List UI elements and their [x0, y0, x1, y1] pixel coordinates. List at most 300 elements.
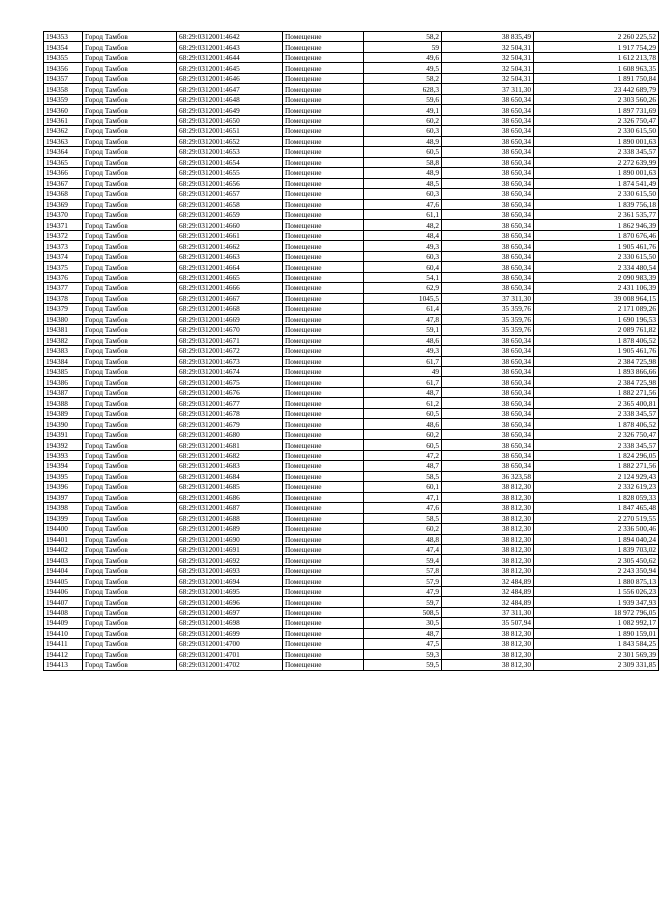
cadastral-number-cell: 68:29:0312001:4645 — [177, 63, 283, 73]
cadastral-number-cell: 68:29:0312001:4661 — [177, 230, 283, 240]
object-type-cell: Помещение — [283, 126, 364, 136]
specific-value-cell: 38 835,49 — [442, 32, 534, 42]
object-type-cell: Помещение — [283, 565, 364, 575]
specific-value-cell: 38 650,34 — [442, 189, 534, 199]
area-cell: 47,5 — [364, 639, 442, 649]
locality-cell: Город Тамбов — [83, 346, 177, 356]
locality-cell: Город Тамбов — [83, 398, 177, 408]
cadastral-value-cell: 1 882 271,56 — [534, 387, 659, 397]
object-type-cell: Помещение — [283, 586, 364, 596]
locality-cell: Город Тамбов — [83, 387, 177, 397]
cadastral-value-cell: 1 878 406,52 — [534, 335, 659, 345]
locality-cell: Город Тамбов — [83, 544, 177, 554]
object-type-cell: Помещение — [283, 387, 364, 397]
locality-cell: Город Тамбов — [83, 576, 177, 586]
cadastral-number-cell: 68:29:0312001:4676 — [177, 387, 283, 397]
area-cell: 48,7 — [364, 628, 442, 638]
locality-cell: Город Тамбов — [83, 283, 177, 293]
object-type-cell: Помещение — [283, 398, 364, 408]
row-number-cell: 194409 — [44, 618, 83, 628]
cadastral-number-cell: 68:29:0312001:4656 — [177, 178, 283, 188]
area-cell: 47,2 — [364, 450, 442, 460]
cadastral-value-cell: 1 917 754,29 — [534, 42, 659, 52]
cadastral-number-cell: 68:29:0312001:4680 — [177, 429, 283, 439]
cadastral-number-cell: 68:29:0312001:4679 — [177, 419, 283, 429]
cadastral-number-cell: 68:29:0312001:4688 — [177, 513, 283, 523]
cadastral-value-cell: 1 828 059,33 — [534, 492, 659, 502]
table-row — [44, 607, 659, 617]
area-cell: 60,4 — [364, 262, 442, 272]
cadastral-number-cell: 68:29:0312001:4694 — [177, 576, 283, 586]
row-number-cell: 194379 — [44, 304, 83, 314]
cadastral-value-cell: 1 890 001,63 — [534, 168, 659, 178]
object-type-cell: Помещение — [283, 168, 364, 178]
table-row — [44, 565, 659, 575]
table-row — [44, 314, 659, 324]
row-number-cell: 194373 — [44, 241, 83, 251]
object-type-cell: Помещение — [283, 576, 364, 586]
cadastral-value-cell: 1 824 296,05 — [534, 450, 659, 460]
area-cell: 60,5 — [364, 147, 442, 157]
cadastral-number-cell: 68:29:0312001:4690 — [177, 534, 283, 544]
area-cell: 61,4 — [364, 304, 442, 314]
object-type-cell: Помещение — [283, 513, 364, 523]
locality-cell: Город Тамбов — [83, 367, 177, 377]
cadastral-number-cell: 68:29:0312001:4670 — [177, 325, 283, 335]
area-cell: 48,8 — [364, 534, 442, 544]
table-row — [44, 178, 659, 188]
area-cell: 54,1 — [364, 272, 442, 282]
row-number-cell: 194377 — [44, 283, 83, 293]
row-number-cell: 194366 — [44, 168, 83, 178]
locality-cell: Город Тамбов — [83, 325, 177, 335]
cadastral-value-cell: 1 891 750,84 — [534, 73, 659, 83]
specific-value-cell: 38 650,34 — [442, 398, 534, 408]
specific-value-cell: 36 323,58 — [442, 471, 534, 481]
cadastral-value-cell: 2 338 345,57 — [534, 440, 659, 450]
table-row — [44, 189, 659, 199]
locality-cell: Город Тамбов — [83, 220, 177, 230]
row-number-cell: 194386 — [44, 377, 83, 387]
object-type-cell: Помещение — [283, 157, 364, 167]
specific-value-cell: 37 311,30 — [442, 293, 534, 303]
table-row — [44, 450, 659, 460]
area-cell: 59,1 — [364, 325, 442, 335]
cadastral-value-table — [43, 31, 659, 671]
cadastral-number-cell: 68:29:0312001:4666 — [177, 283, 283, 293]
area-cell: 49,6 — [364, 52, 442, 62]
object-type-cell: Помещение — [283, 230, 364, 240]
area-cell: 48,2 — [364, 220, 442, 230]
specific-value-cell: 38 812,30 — [442, 482, 534, 492]
cadastral-number-cell: 68:29:0312001:4657 — [177, 189, 283, 199]
specific-value-cell: 38 650,34 — [442, 115, 534, 125]
row-number-cell: 194382 — [44, 335, 83, 345]
row-number-cell: 194390 — [44, 419, 83, 429]
object-type-cell: Помещение — [283, 471, 364, 481]
object-type-cell: Помещение — [283, 503, 364, 513]
cadastral-number-cell: 68:29:0312001:4674 — [177, 367, 283, 377]
locality-cell: Город Тамбов — [83, 304, 177, 314]
row-number-cell: 194358 — [44, 84, 83, 94]
row-number-cell: 194368 — [44, 189, 83, 199]
cadastral-value-cell: 2 326 750,47 — [534, 115, 659, 125]
cadastral-value-cell: 2 330 615,50 — [534, 126, 659, 136]
locality-cell: Город Тамбов — [83, 555, 177, 565]
object-type-cell: Помещение — [283, 408, 364, 418]
row-number-cell: 194354 — [44, 42, 83, 52]
locality-cell: Город Тамбов — [83, 429, 177, 439]
row-number-cell: 194401 — [44, 534, 83, 544]
specific-value-cell: 38 650,34 — [442, 346, 534, 356]
object-type-cell: Помещение — [283, 115, 364, 125]
object-type-cell: Помещение — [283, 335, 364, 345]
table-row — [44, 513, 659, 523]
area-cell: 60,2 — [364, 429, 442, 439]
object-type-cell: Помещение — [283, 628, 364, 638]
cadastral-value-cell: 2 330 615,50 — [534, 251, 659, 261]
table-row — [44, 544, 659, 554]
row-number-cell: 194380 — [44, 314, 83, 324]
cadastral-number-cell: 68:29:0312001:4683 — [177, 461, 283, 471]
cadastral-number-cell: 68:29:0312001:4647 — [177, 84, 283, 94]
specific-value-cell: 38 650,34 — [442, 251, 534, 261]
table-row — [44, 126, 659, 136]
row-number-cell: 194391 — [44, 429, 83, 439]
cadastral-value-cell: 1 843 584,25 — [534, 639, 659, 649]
cadastral-value-cell: 2 171 089,26 — [534, 304, 659, 314]
area-cell: 48,7 — [364, 387, 442, 397]
locality-cell: Город Тамбов — [83, 189, 177, 199]
area-cell: 47,8 — [364, 314, 442, 324]
area-cell: 57,8 — [364, 565, 442, 575]
object-type-cell: Помещение — [283, 314, 364, 324]
object-type-cell: Помещение — [283, 429, 364, 439]
locality-cell: Город Тамбов — [83, 408, 177, 418]
cadastral-value-cell: 1 690 196,53 — [534, 314, 659, 324]
cadastral-number-cell: 68:29:0312001:4699 — [177, 628, 283, 638]
locality-cell: Город Тамбов — [83, 157, 177, 167]
cadastral-number-cell: 68:29:0312001:4684 — [177, 471, 283, 481]
cadastral-value-cell: 2 431 106,39 — [534, 283, 659, 293]
area-cell: 48,9 — [364, 136, 442, 146]
area-cell: 60,5 — [364, 440, 442, 450]
row-number-cell: 194387 — [44, 387, 83, 397]
table-row — [44, 42, 659, 52]
object-type-cell: Помещение — [283, 209, 364, 219]
specific-value-cell: 38 812,30 — [442, 649, 534, 659]
cadastral-value-cell: 2 309 331,85 — [534, 660, 659, 670]
cadastral-number-cell: 68:29:0312001:4650 — [177, 115, 283, 125]
specific-value-cell: 38 650,34 — [442, 450, 534, 460]
area-cell: 47,4 — [364, 544, 442, 554]
row-number-cell: 194403 — [44, 555, 83, 565]
specific-value-cell: 38 650,34 — [442, 178, 534, 188]
object-type-cell: Помещение — [283, 649, 364, 659]
area-cell: 48,4 — [364, 230, 442, 240]
specific-value-cell: 38 650,34 — [442, 429, 534, 439]
locality-cell: Город Тамбов — [83, 251, 177, 261]
row-number-cell: 194362 — [44, 126, 83, 136]
row-number-cell: 194394 — [44, 461, 83, 471]
locality-cell: Город Тамбов — [83, 314, 177, 324]
row-number-cell: 194381 — [44, 325, 83, 335]
cadastral-number-cell: 68:29:0312001:4655 — [177, 168, 283, 178]
area-cell: 48,7 — [364, 461, 442, 471]
object-type-cell: Помещение — [283, 105, 364, 115]
locality-cell: Город Тамбов — [83, 586, 177, 596]
locality-cell: Город Тамбов — [83, 492, 177, 502]
row-number-cell: 194402 — [44, 544, 83, 554]
row-number-cell: 194361 — [44, 115, 83, 125]
locality-cell: Город Тамбов — [83, 73, 177, 83]
cadastral-number-cell: 68:29:0312001:4689 — [177, 524, 283, 534]
row-number-cell: 194365 — [44, 157, 83, 167]
object-type-cell: Помещение — [283, 534, 364, 544]
cadastral-value-cell: 1 905 461,76 — [534, 346, 659, 356]
cadastral-number-cell: 68:29:0312001:4660 — [177, 220, 283, 230]
locality-cell: Город Тамбов — [83, 42, 177, 52]
cadastral-number-cell: 68:29:0312001:4692 — [177, 555, 283, 565]
object-type-cell: Помещение — [283, 52, 364, 62]
cadastral-number-cell: 68:29:0312001:4696 — [177, 597, 283, 607]
row-number-cell: 194393 — [44, 450, 83, 460]
cadastral-number-cell: 68:29:0312001:4642 — [177, 32, 283, 42]
table-row — [44, 283, 659, 293]
cadastral-number-cell: 68:29:0312001:4697 — [177, 607, 283, 617]
cadastral-value-cell: 1 862 946,39 — [534, 220, 659, 230]
locality-cell: Город Тамбов — [83, 607, 177, 617]
row-number-cell: 194371 — [44, 220, 83, 230]
area-cell: 48,9 — [364, 168, 442, 178]
object-type-cell: Помещение — [283, 241, 364, 251]
table-row — [44, 639, 659, 649]
row-number-cell: 194369 — [44, 199, 83, 209]
object-type-cell: Помещение — [283, 419, 364, 429]
locality-cell: Город Тамбов — [83, 377, 177, 387]
specific-value-cell: 32 484,89 — [442, 586, 534, 596]
table-row — [44, 84, 659, 94]
object-type-cell: Помещение — [283, 147, 364, 157]
area-cell: 61,1 — [364, 209, 442, 219]
cadastral-value-cell: 1 890 159,01 — [534, 628, 659, 638]
specific-value-cell: 38 650,34 — [442, 283, 534, 293]
row-number-cell: 194375 — [44, 262, 83, 272]
locality-cell: Город Тамбов — [83, 147, 177, 157]
area-cell: 47,6 — [364, 199, 442, 209]
row-number-cell: 194367 — [44, 178, 83, 188]
specific-value-cell: 38 650,34 — [442, 199, 534, 209]
object-type-cell: Помещение — [283, 32, 364, 42]
cadastral-value-cell: 2 365 400,81 — [534, 398, 659, 408]
specific-value-cell: 35 359,76 — [442, 304, 534, 314]
area-cell: 47,6 — [364, 503, 442, 513]
cadastral-number-cell: 68:29:0312001:4643 — [177, 42, 283, 52]
row-number-cell: 194378 — [44, 293, 83, 303]
table-row — [44, 618, 659, 628]
object-type-cell: Помещение — [283, 618, 364, 628]
cadastral-number-cell: 68:29:0312001:4671 — [177, 335, 283, 345]
specific-value-cell: 38 650,34 — [442, 147, 534, 157]
row-number-cell: 194355 — [44, 52, 83, 62]
area-cell: 49,3 — [364, 346, 442, 356]
specific-value-cell: 38 812,30 — [442, 534, 534, 544]
table-row — [44, 586, 659, 596]
area-cell: 58,2 — [364, 32, 442, 42]
area-cell: 60,3 — [364, 251, 442, 261]
cadastral-value-cell: 2 384 725,98 — [534, 377, 659, 387]
table-row — [44, 262, 659, 272]
area-cell: 628,3 — [364, 84, 442, 94]
object-type-cell: Помещение — [283, 220, 364, 230]
table-row — [44, 293, 659, 303]
cadastral-number-cell: 68:29:0312001:4665 — [177, 272, 283, 282]
row-number-cell: 194408 — [44, 607, 83, 617]
table-row — [44, 482, 659, 492]
table-row — [44, 230, 659, 240]
area-cell: 61,2 — [364, 398, 442, 408]
table-row — [44, 461, 659, 471]
area-cell: 59,4 — [364, 555, 442, 565]
area-cell: 48,6 — [364, 335, 442, 345]
cadastral-value-cell: 2 334 480,54 — [534, 262, 659, 272]
locality-cell: Город Тамбов — [83, 513, 177, 523]
area-cell: 60,5 — [364, 408, 442, 418]
specific-value-cell: 38 812,30 — [442, 524, 534, 534]
locality-cell: Город Тамбов — [83, 230, 177, 240]
object-type-cell: Помещение — [283, 84, 364, 94]
specific-value-cell: 38 650,34 — [442, 387, 534, 397]
cadastral-value-cell: 2 384 725,98 — [534, 356, 659, 366]
object-type-cell: Помещение — [283, 597, 364, 607]
object-type-cell: Помещение — [283, 524, 364, 534]
specific-value-cell: 38 650,34 — [442, 209, 534, 219]
cadastral-value-cell: 1 890 001,63 — [534, 136, 659, 146]
specific-value-cell: 38 812,30 — [442, 565, 534, 575]
table-row — [44, 136, 659, 146]
row-number-cell: 194397 — [44, 492, 83, 502]
cadastral-value-cell: 1 882 271,56 — [534, 461, 659, 471]
row-number-cell: 194410 — [44, 628, 83, 638]
cadastral-value-cell: 2 301 569,39 — [534, 649, 659, 659]
object-type-cell: Помещение — [283, 199, 364, 209]
cadastral-number-cell: 68:29:0312001:4663 — [177, 251, 283, 261]
specific-value-cell: 38 650,34 — [442, 440, 534, 450]
table-row — [44, 408, 659, 418]
cadastral-number-cell: 68:29:0312001:4668 — [177, 304, 283, 314]
locality-cell: Город Тамбов — [83, 293, 177, 303]
cadastral-value-cell: 1 893 866,66 — [534, 367, 659, 377]
cadastral-value-cell: 2 260 225,52 — [534, 32, 659, 42]
locality-cell: Город Тамбов — [83, 136, 177, 146]
specific-value-cell: 38 650,34 — [442, 367, 534, 377]
locality-cell: Город Тамбов — [83, 272, 177, 282]
area-cell: 58,2 — [364, 73, 442, 83]
specific-value-cell: 32 504,31 — [442, 73, 534, 83]
row-number-cell: 194364 — [44, 147, 83, 157]
locality-cell: Город Тамбов — [83, 440, 177, 450]
locality-cell: Город Тамбов — [83, 105, 177, 115]
cadastral-value-cell: 2 330 615,50 — [534, 189, 659, 199]
locality-cell: Город Тамбов — [83, 482, 177, 492]
row-number-cell: 194370 — [44, 209, 83, 219]
table-row — [44, 241, 659, 251]
specific-value-cell: 38 650,34 — [442, 262, 534, 272]
cadastral-value-cell: 2 243 350,94 — [534, 565, 659, 575]
locality-cell: Город Тамбов — [83, 356, 177, 366]
cadastral-value-cell: 2 361 535,77 — [534, 209, 659, 219]
row-number-cell: 194357 — [44, 73, 83, 83]
cadastral-number-cell: 68:29:0312001:4651 — [177, 126, 283, 136]
table-body — [44, 32, 659, 671]
locality-cell: Город Тамбов — [83, 335, 177, 345]
object-type-cell: Помещение — [283, 178, 364, 188]
specific-value-cell: 38 812,30 — [442, 492, 534, 502]
table-row — [44, 356, 659, 366]
locality-cell: Город Тамбов — [83, 52, 177, 62]
cadastral-number-cell: 68:29:0312001:4673 — [177, 356, 283, 366]
specific-value-cell: 35 359,76 — [442, 325, 534, 335]
cadastral-value-cell: 1 874 541,49 — [534, 178, 659, 188]
specific-value-cell: 32 484,89 — [442, 597, 534, 607]
table-row — [44, 32, 659, 42]
object-type-cell: Помещение — [283, 73, 364, 83]
area-cell: 47,9 — [364, 586, 442, 596]
locality-cell: Город Тамбов — [83, 639, 177, 649]
specific-value-cell: 38 812,30 — [442, 660, 534, 670]
object-type-cell: Помещение — [283, 272, 364, 282]
locality-cell: Город Тамбов — [83, 649, 177, 659]
specific-value-cell: 38 650,34 — [442, 157, 534, 167]
row-number-cell: 194389 — [44, 408, 83, 418]
cadastral-number-cell: 68:29:0312001:4652 — [177, 136, 283, 146]
cadastral-number-cell: 68:29:0312001:4667 — [177, 293, 283, 303]
cadastral-value-cell: 1 839 703,02 — [534, 544, 659, 554]
area-cell: 47,1 — [364, 492, 442, 502]
cadastral-number-cell: 68:29:0312001:4685 — [177, 482, 283, 492]
cadastral-number-cell: 68:29:0312001:4662 — [177, 241, 283, 251]
cadastral-value-cell: 2 089 761,82 — [534, 325, 659, 335]
cadastral-value-cell: 1 082 992,17 — [534, 618, 659, 628]
area-cell: 62,9 — [364, 283, 442, 293]
object-type-cell: Помещение — [283, 136, 364, 146]
specific-value-cell: 38 812,30 — [442, 544, 534, 554]
row-number-cell: 194385 — [44, 367, 83, 377]
cadastral-value-cell: 1 939 347,93 — [534, 597, 659, 607]
object-type-cell: Помещение — [283, 283, 364, 293]
specific-value-cell: 38 650,34 — [442, 408, 534, 418]
locality-cell: Город Тамбов — [83, 450, 177, 460]
cadastral-number-cell: 68:29:0312001:4686 — [177, 492, 283, 502]
table-row — [44, 73, 659, 83]
specific-value-cell: 37 311,30 — [442, 84, 534, 94]
cadastral-number-cell: 68:29:0312001:4698 — [177, 618, 283, 628]
cadastral-number-cell: 68:29:0312001:4700 — [177, 639, 283, 649]
row-number-cell: 194360 — [44, 105, 83, 115]
row-number-cell: 194388 — [44, 398, 83, 408]
row-number-cell: 194407 — [44, 597, 83, 607]
cadastral-number-cell: 68:29:0312001:4648 — [177, 94, 283, 104]
locality-cell: Город Тамбов — [83, 32, 177, 42]
area-cell: 60,3 — [364, 189, 442, 199]
cadastral-value-cell: 2 332 619,23 — [534, 482, 659, 492]
area-cell: 60,1 — [364, 482, 442, 492]
cadastral-value-cell: 2 338 345,57 — [534, 408, 659, 418]
area-cell: 48,5 — [364, 178, 442, 188]
specific-value-cell: 38 650,34 — [442, 356, 534, 366]
table-row — [44, 157, 659, 167]
table-row — [44, 272, 659, 282]
